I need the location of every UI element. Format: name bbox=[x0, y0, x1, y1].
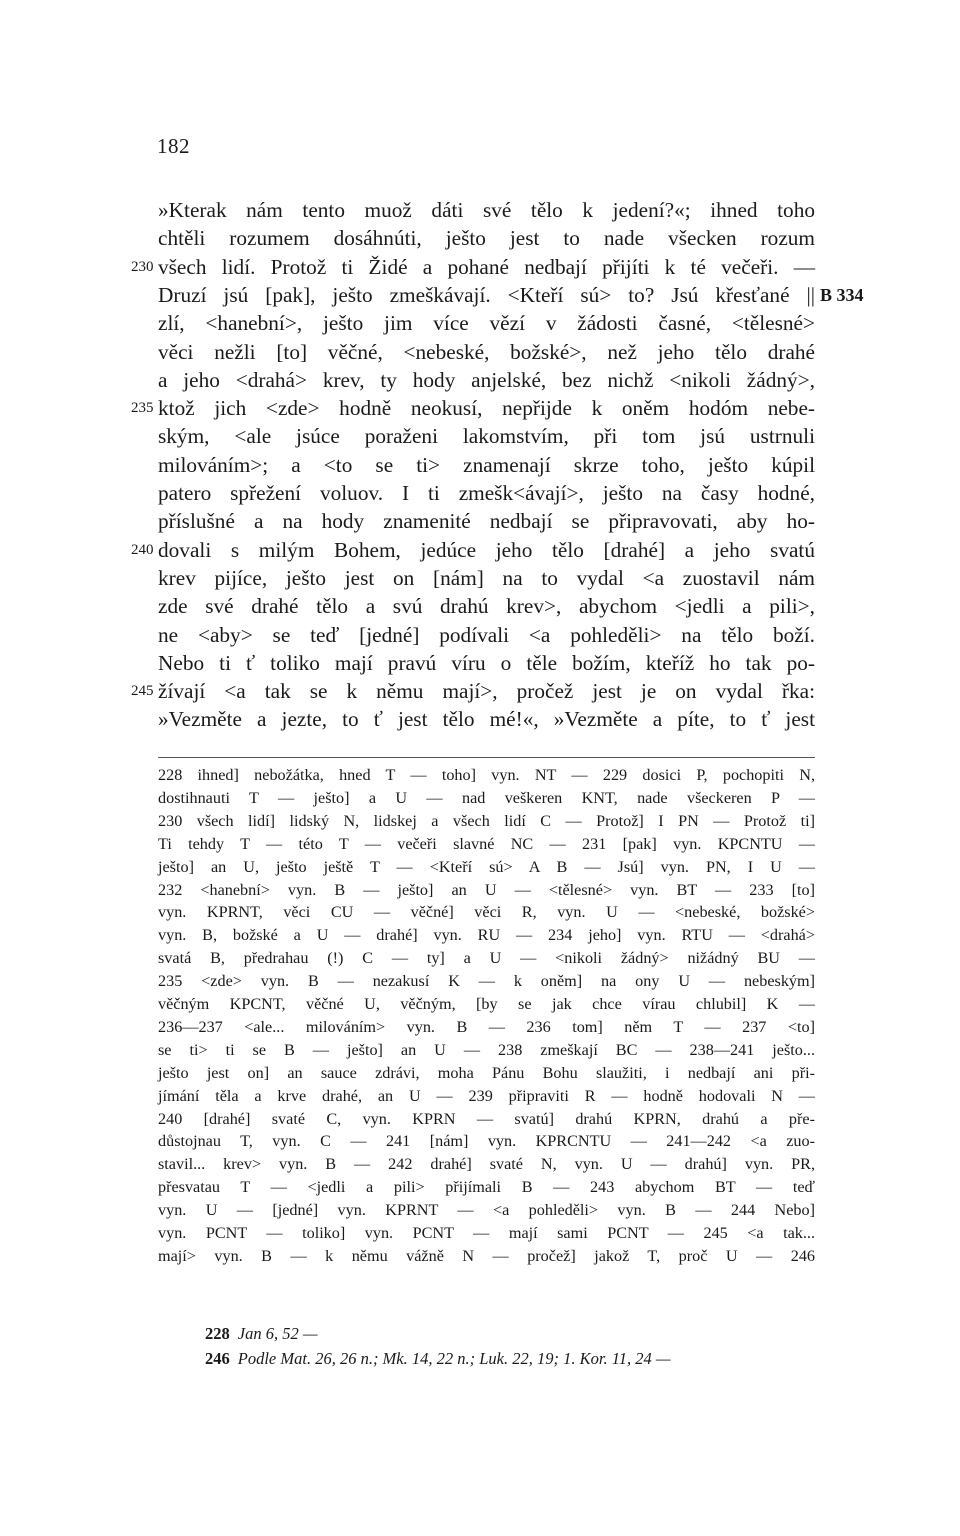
text-line bbox=[0, 196, 960, 224]
text-line bbox=[0, 479, 960, 507]
margin-reference: B 334 bbox=[820, 284, 864, 305]
footnote-separator bbox=[158, 757, 815, 758]
apparatus-line: jímání těla a krve drahé, an U — 239 připraviti R — hodně hodovali N — bbox=[158, 1086, 815, 1105]
apparatus-line: 240 [drahé] svaté C, vyn. KPRN — svatú] drahú KPRN, drahú a pře- bbox=[158, 1109, 815, 1128]
apparatus-line: 232 <hanební> vyn. B — ješto] an U — <tělesné> vyn. BT — 233 [to] bbox=[158, 880, 815, 899]
line-text: zlí, <hanební>, ješto jim více vězí v žádosti časné, <tělesné> bbox=[158, 311, 815, 336]
line-text: žívají <a tak se k němu mají>, pročež jest je on vydal řka: bbox=[158, 679, 815, 704]
text-line bbox=[0, 309, 960, 337]
line-text: Druzí jsú [pak], ješto zmeškávají. <Kteří sú> to? Jsú křesťané || bbox=[158, 282, 815, 307]
apparatus-line: ješto] an U, ješto ještě T — <Kteří sú> A B — Jsú] vyn. PN, I U — bbox=[158, 857, 815, 876]
line-text: dovali s milým Bohem, jedúce jeho tělo [drahé] a jeho svatú bbox=[158, 537, 815, 562]
text-line bbox=[0, 621, 960, 649]
text-line bbox=[0, 649, 960, 677]
line-text: krev pijíce, ješto jest on [nám] na to vydal <a zuostavil nám bbox=[158, 565, 815, 590]
text-line bbox=[0, 536, 960, 564]
line-text: Nebo ti ť toliko mají pravú víru o těle božím, kteříž ho tak po- bbox=[158, 650, 815, 675]
apparatus-line: ješto jest on] an sauce zdrávi, moha Pánu Bohu slaužiti, i nedbají ani při- bbox=[158, 1063, 815, 1082]
source-line-number: 228 bbox=[205, 1324, 230, 1343]
line-number: 245 bbox=[131, 683, 154, 700]
line-text: milováním>; a <to se ti> znamenají skrze toho, ješto kúpil bbox=[158, 452, 815, 477]
line-text: patero spřežení voluov. I ti zmešk<ávají>, ješto na časy hodné, bbox=[158, 481, 815, 505]
line-text: a jeho <drahá> krev, ty hody anjelské, bez nichž <nikoli žádný>, bbox=[158, 367, 815, 392]
apparatus-line: Ti tehdy T — této T — večeři slavné NC — 231 [pak] vyn. KPCNTU — bbox=[158, 834, 815, 853]
apparatus-line: se ti> ti se B — ješto] an U — 238 zmeškají BC — 238—241 ješto... bbox=[158, 1040, 815, 1059]
text-line bbox=[0, 394, 960, 422]
line-text: ským, <ale jsúce poraženi lakomstvím, při tom jsú ustrnuli bbox=[158, 424, 815, 449]
apparatus-line: 236—237 <ale... milováním> vyn. B — 236 tom] něm T — 237 <to] bbox=[158, 1017, 815, 1036]
apparatus-line: dostihnauti T — ješto] a U — nad veškeren KNT, nade všeckeren P — bbox=[158, 788, 815, 807]
line-number: 230 bbox=[131, 258, 154, 275]
line-text: zde své drahé tělo a svú drahú krev>, abychom <jedli a pili>, bbox=[158, 594, 815, 619]
source-line bbox=[205, 1322, 815, 1346]
line-text: »Kterak nám tento muož dáti své tělo k jedení?«; ihned toho bbox=[158, 198, 815, 222]
apparatus-line: 235 <zde> vyn. B — nezakusí K — k oněm] na ony U — nebeským] bbox=[158, 972, 815, 991]
apparatus-line: přesvatau T — <jedli a pili> přijímali B — 243 abychom BT — teď bbox=[158, 1178, 815, 1197]
text-line bbox=[0, 338, 960, 366]
apparatus-line: vyn. KPRNT, věci CU — věčné] věci R, vyn. U — <nebeské, božské> bbox=[158, 903, 815, 922]
apparatus-line: věčným KPCNT, věčné U, věčným, [by se jak chce vírau chlubil] K — bbox=[158, 995, 815, 1013]
apparatus-line: vyn. U — [jedné] vyn. KPRNT — <a pohleděli> vyn. B — 244 Nebo] bbox=[158, 1201, 815, 1220]
text-line bbox=[0, 366, 960, 394]
line-text: chtěli rozumem dosáhnúti, ješto jest to nade všecken rozum bbox=[158, 226, 815, 251]
line-number: 235 bbox=[131, 400, 154, 417]
apparatus-line: stavil... krev> vyn. B — 242 drahé] svaté N, vyn. U — drahú] vyn. PR, bbox=[158, 1155, 815, 1174]
source-line-number: 246 bbox=[205, 1349, 230, 1368]
line-text: příslušné a na hody znamenité nedbají se připravovati, aby ho- bbox=[158, 509, 815, 534]
apparatus-line: mají> vyn. B — k němu vážně N — pročež] jakož T, proč U — 246 bbox=[158, 1246, 815, 1265]
line-text: ne <aby> se teď [jedné] podívali <a pohleděli> na tělo boží. bbox=[158, 622, 815, 647]
text-line bbox=[0, 422, 960, 450]
line-number: 240 bbox=[131, 541, 154, 558]
apparatus-line: důstojnau T, vyn. C — 241 [nám] vyn. KPRCNTU — 241—242 <a zuo- bbox=[158, 1132, 815, 1151]
text-line bbox=[0, 281, 960, 309]
source-citation: Podle Mat. 26, 26 n.; Mk. 14, 22 n.; Luk. 22, 19; 1. Kor. 11, 24 — bbox=[237, 1349, 671, 1368]
line-text: všech lidí. Protož ti Židé a pohané nedbají přijíti k té večeři. — bbox=[158, 254, 815, 279]
text-line bbox=[0, 507, 960, 535]
line-text: ktož jich <zde> hodně neokusí, nepřijde k oněm hodóm nebe- bbox=[158, 396, 815, 421]
text-line bbox=[0, 451, 960, 479]
apparatus-line: 228 ihned] nebožátka, hned T — toho] vyn. NT — 229 dosici P, pochopiti N, bbox=[158, 766, 815, 784]
text-line bbox=[0, 677, 960, 705]
apparatus-line: vyn. B, božské a U — drahé] vyn. RU — 234 jeho] vyn. RTU — <drahá> bbox=[158, 926, 815, 945]
page-number: 182 bbox=[157, 134, 190, 158]
apparatus-line: vyn. PCNT — toliko] vyn. PCNT — mají sami PCNT — 245 <a tak... bbox=[158, 1224, 815, 1242]
text-line bbox=[0, 705, 960, 733]
source-citation: Jan 6, 52 — bbox=[237, 1324, 318, 1343]
source-line bbox=[205, 1347, 815, 1371]
text-line bbox=[0, 592, 960, 620]
apparatus-line: 230 všech lidí] lidský N, lidskej a všech lidí C — Protož] I PN — Protož ti] bbox=[158, 811, 815, 830]
text-line bbox=[0, 224, 960, 252]
apparatus-line: svatá B, předrahau (!) C — ty] a U — <nikoli žádný> nižádný BU — bbox=[158, 949, 815, 968]
text-line bbox=[0, 564, 960, 592]
line-text: věci nežli [to] věčné, <nebeské, božské>, než jeho tělo drahé bbox=[158, 339, 815, 364]
text-line bbox=[0, 253, 960, 281]
line-text: »Vezměte a jezte, to ť jest tělo mé!«, »Vezměte a píte, to ť jest bbox=[158, 707, 815, 732]
